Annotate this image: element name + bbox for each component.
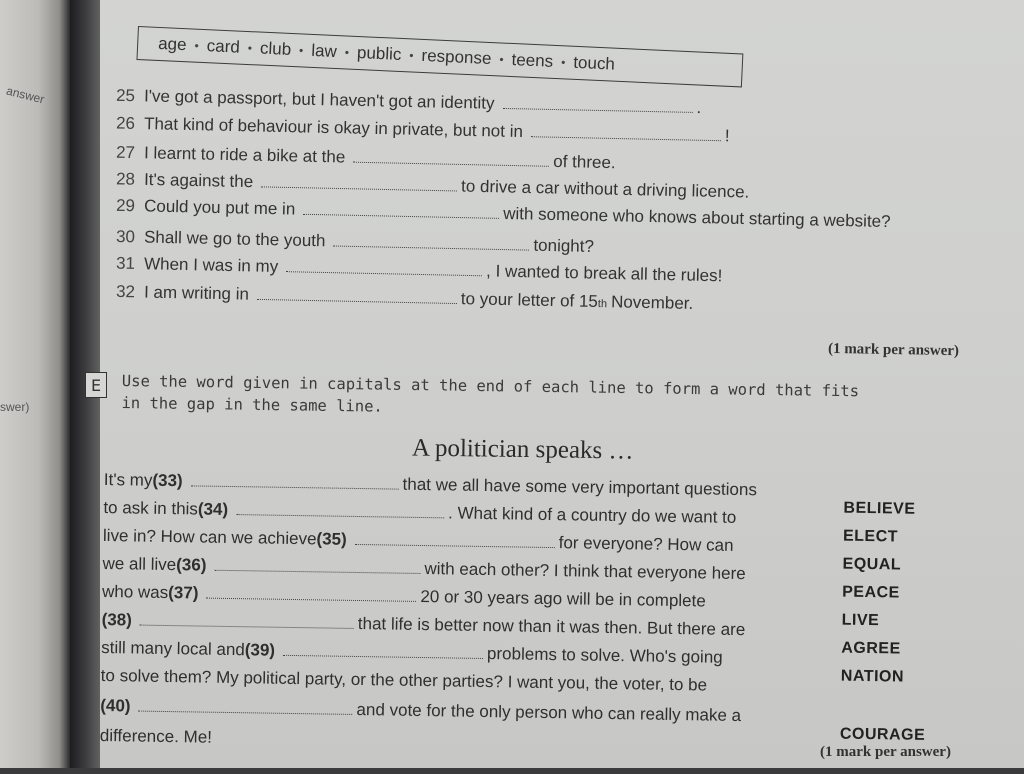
capital-word: BELIEVE [843, 499, 916, 518]
passage-line [103, 498, 736, 528]
passage-title: A politician speaks … [411, 434, 634, 465]
capital-word: PEACE [842, 583, 900, 602]
sentence-item [116, 254, 727, 287]
item-number: 31 [115, 253, 136, 274]
passage-line [101, 638, 723, 668]
sentence-text: of three. [553, 151, 616, 173]
item-number: 30 [115, 226, 136, 247]
passage-line [101, 610, 745, 640]
bullet-separator: • [409, 48, 414, 63]
passage-line [100, 726, 212, 748]
passage-line [104, 470, 757, 500]
capital-word: COURAGE [839, 725, 926, 744]
item-number: 27 [115, 142, 136, 163]
bullet-separator: • [499, 52, 504, 67]
passage-text: we all live [102, 553, 177, 575]
passage-text: that life is better now than it was then. But there are [357, 614, 746, 640]
sentence-text: with someone who knows about starting a website? [503, 203, 891, 232]
passage-text: with each other? I think that everyone here [424, 559, 746, 584]
capital-word: NATION [840, 667, 905, 686]
workbook-page [90, 0, 1024, 768]
sentence-text: Could you put me in [143, 196, 296, 219]
task-letter-badge: E [85, 372, 107, 398]
bullet-separator: • [344, 45, 350, 60]
word-bank-item: teens [511, 49, 554, 71]
edge-word: swer) [0, 400, 30, 414]
sentence-text: to drive a car without a driving licence. [460, 176, 750, 202]
word-bank-item: club [259, 38, 292, 59]
item-number: 28 [115, 169, 136, 189]
word-bank-item: card [206, 36, 241, 57]
gap-number: (38) [101, 609, 133, 630]
sentence-item [116, 196, 895, 232]
answer-gap[interactable] [214, 556, 420, 574]
answer-gap[interactable] [531, 122, 721, 141]
passage-text: and vote for the only person who can really make a [356, 699, 742, 726]
gap-number: (39) [244, 640, 276, 660]
sentence-text: November. [610, 292, 694, 314]
passage-line [100, 696, 741, 726]
answer-gap[interactable] [283, 641, 483, 659]
sentence-item [116, 143, 620, 174]
sentence-text: It's against the [143, 169, 254, 192]
passage-text: still many local and [101, 637, 245, 660]
answer-gap[interactable] [191, 471, 399, 489]
sentence-item [116, 86, 706, 118]
bullet-separator: • [560, 55, 566, 70]
passage-text: It's my [103, 470, 153, 490]
answer-gap[interactable] [502, 94, 692, 113]
sentence-text: to your letter of 15 [460, 289, 599, 312]
answer-gap[interactable] [333, 232, 529, 251]
passage-text: 20 or 30 years ago will be in complete [420, 586, 706, 611]
gap-number: (34) [197, 499, 229, 519]
answer-gap[interactable] [138, 697, 352, 715]
task-instruction: Use the word given in capitals at the end of each line to form a word that fits in the gap in the same line. [121, 371, 860, 416]
left-page-edge [0, 0, 70, 768]
capital-word: EQUAL [842, 555, 902, 574]
gap-number: (36) [176, 555, 207, 575]
sentence-text: tonight? [533, 235, 595, 256]
answer-gap[interactable] [286, 257, 482, 276]
item-number: 26 [115, 113, 136, 133]
item-number: 25 [115, 85, 136, 106]
mark-note: (1 mark per answer) [820, 744, 951, 760]
passage-text: for everyone? How can [558, 533, 734, 555]
answer-gap[interactable] [140, 611, 354, 629]
passage-line [101, 666, 708, 696]
superscript: th [597, 298, 608, 311]
edge-word: answer [4, 83, 46, 107]
word-bank-item: response [421, 45, 492, 69]
bullet-separator: • [298, 43, 304, 58]
sentence-text: Shall we go to the youth [143, 227, 326, 251]
passage-block [99, 470, 1003, 774]
answer-gap[interactable] [303, 200, 499, 219]
sentence-text: . [696, 97, 702, 118]
passage-text: to solve them? My political party, or the other parties? I want you, the voter, to be [100, 665, 708, 695]
sentence-text: I've got a passport, but I haven't got an identity [143, 86, 495, 113]
sentence-text: , I wanted to break all the rules! [485, 261, 723, 286]
bullet-separator: • [247, 41, 253, 56]
sentence-text: That kind of behaviour is okay in private, but not in [143, 114, 524, 142]
answer-gap[interactable] [261, 172, 457, 191]
sentence-text: I learnt to ride a bike at the [143, 143, 346, 167]
passage-text: that we all have some very important questions [402, 474, 758, 500]
sentence-text: ! [724, 126, 730, 146]
sentence-item [116, 282, 698, 314]
answer-gap[interactable] [257, 285, 457, 304]
gap-number: (33) [152, 470, 183, 491]
sentence-item [116, 114, 734, 147]
passage-line [102, 554, 745, 584]
passage-line [102, 582, 706, 611]
capital-word: LIVE [841, 611, 880, 630]
gap-number: (35) [316, 529, 347, 549]
passage-text: problems to solve. Who's going [486, 644, 723, 667]
answer-gap[interactable] [355, 530, 555, 548]
word-bank-item: age [157, 33, 188, 55]
sentence-text: When I was in my [143, 254, 279, 277]
passage-line [103, 526, 734, 556]
passage-text: live in? How can we achieve [102, 525, 317, 549]
capital-word: AGREE [841, 639, 901, 658]
bullet-separator: • [194, 38, 200, 53]
answer-gap[interactable] [353, 148, 549, 167]
capital-word: ELECT [842, 527, 899, 546]
word-bank-item: law [310, 40, 338, 62]
item-number: 32 [115, 281, 136, 302]
passage-text: difference. Me! [99, 725, 213, 747]
answer-gap[interactable] [206, 584, 416, 602]
gap-number: (37) [168, 583, 199, 603]
passage-text: . What kind of a country do we want to [447, 503, 737, 527]
passage-text: to ask in this [103, 497, 199, 519]
word-bank-item: touch [572, 52, 616, 74]
passage-text: who was [101, 581, 169, 603]
item-number: 29 [115, 195, 136, 216]
word-bank-item: public [356, 42, 402, 64]
word-bank-box [136, 26, 743, 87]
sentence-text: I am writing in [143, 282, 250, 304]
gap-number: (40) [100, 695, 131, 716]
answer-gap[interactable] [236, 500, 444, 518]
sentence-item [116, 227, 598, 257]
mark-note: (1 mark per answer) [827, 340, 960, 360]
